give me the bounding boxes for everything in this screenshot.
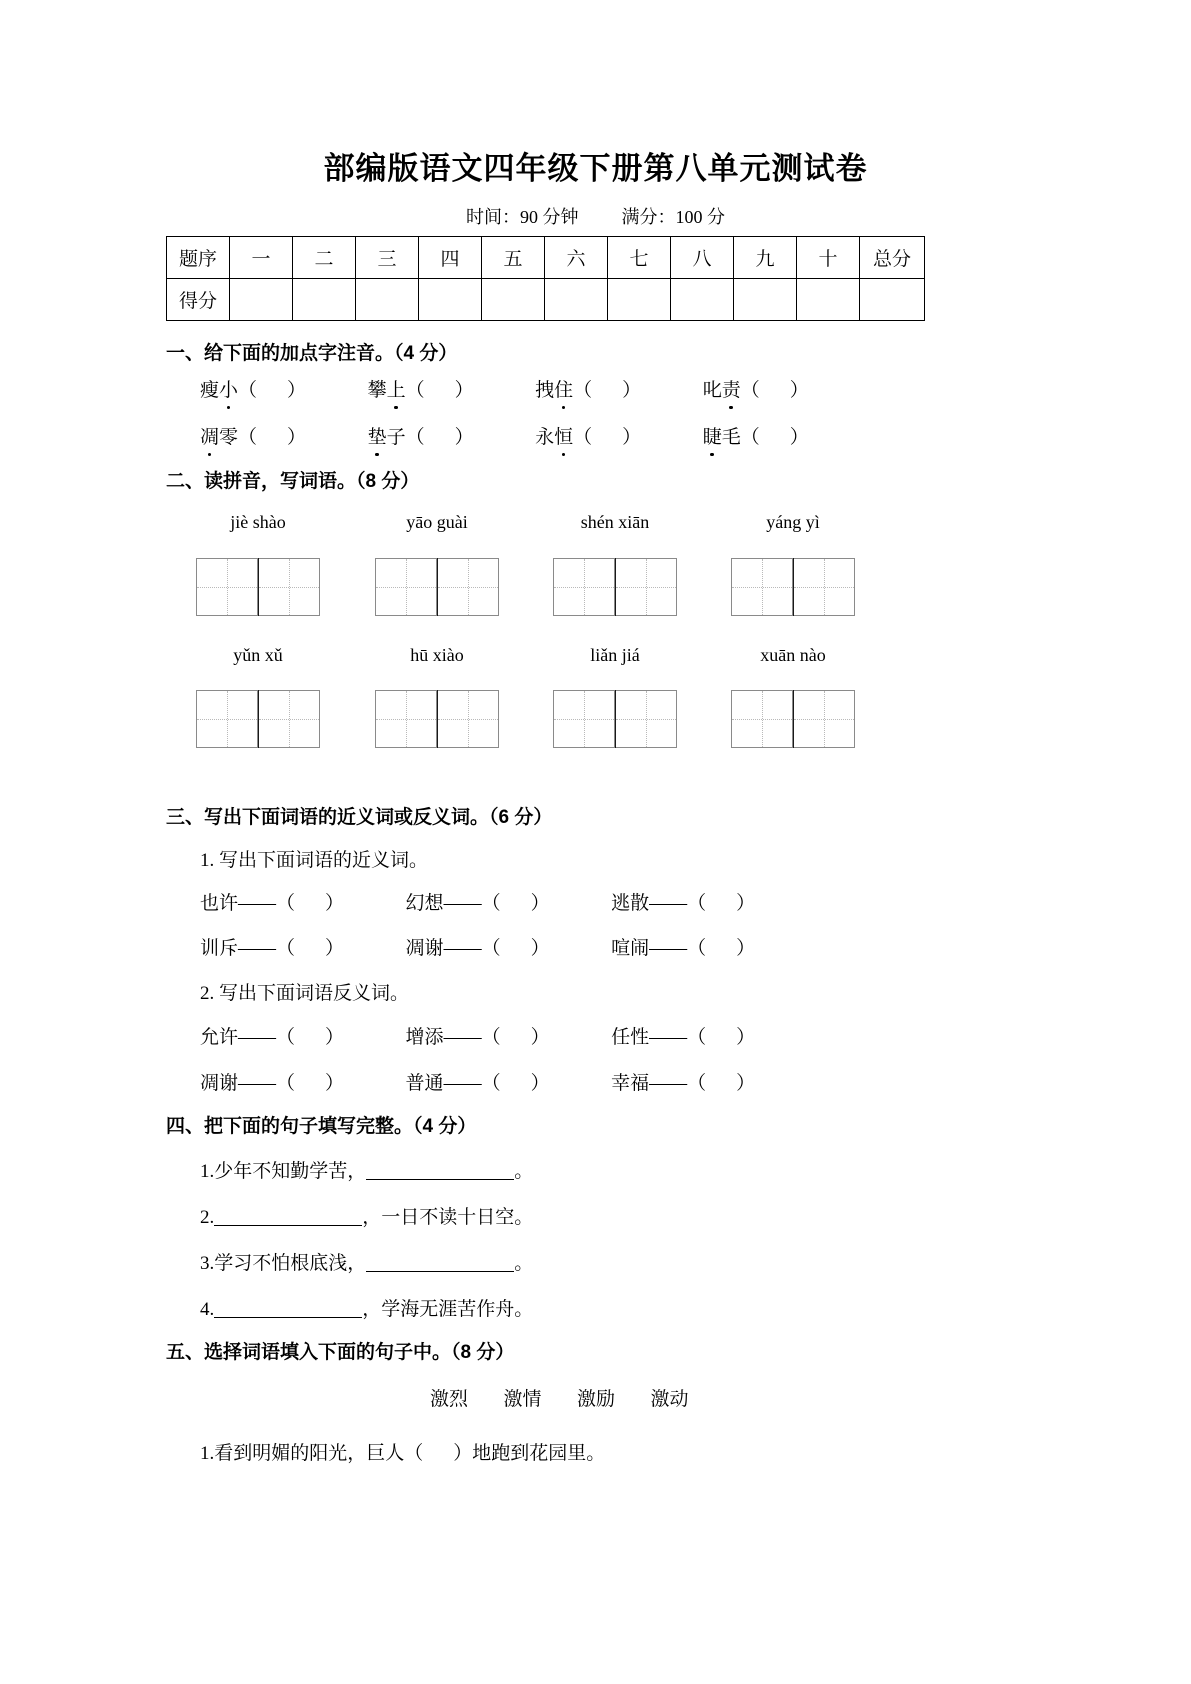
pinyin-label-8: xuān nào (760, 645, 826, 665)
row-label-question-no: 题序 (167, 237, 230, 279)
item-char-dotted: 上 (387, 375, 406, 402)
grid-cell[interactable] (615, 690, 677, 748)
antonym-row-1 (200, 1022, 755, 1049)
section-heading-2: 二、读拼音，写词语。（8 分） (166, 471, 420, 492)
writing-grid-7[interactable] (553, 690, 677, 748)
table-row-score (167, 279, 925, 321)
item-char-dotted: 责 (722, 375, 741, 402)
item-char-dotted: 住 (554, 375, 573, 402)
antonym-item-5[interactable]: 普通——（ ） (405, 1073, 550, 1094)
writing-grid-3[interactable] (553, 558, 677, 616)
item-char-plain: 子 (386, 427, 406, 448)
table-row-header (167, 237, 925, 279)
section1-row-2 (200, 422, 809, 449)
section-heading-5: 五、选择词语填入下面的句子中。（8 分） (166, 1342, 515, 1363)
item-char-plain: 拽 (535, 380, 555, 401)
writing-grid-6[interactable] (375, 690, 499, 748)
grid-cell[interactable] (731, 690, 793, 748)
score-cell-2[interactable] (293, 279, 356, 321)
col-header-2: 二 (293, 237, 356, 279)
col-header-7: 七 (608, 237, 671, 279)
synonym-word: 凋谢 (405, 938, 444, 959)
grid-cell[interactable] (375, 558, 437, 616)
item-char-plain: 瘦 (200, 380, 220, 401)
choice-question-1 (200, 1438, 605, 1465)
grid-cell[interactable] (258, 690, 320, 748)
row-label-score: 得分 (167, 279, 230, 321)
pinyin-item-6[interactable]: 垫子（ ） (368, 422, 474, 449)
item-text-after: ，一日不读十日空。 (362, 1207, 534, 1228)
score-cell-6[interactable] (545, 279, 608, 321)
section3-sub-heading-2: 2. 写出下面词语反义词。 (200, 983, 410, 1004)
antonym-item-4[interactable]: 凋谢——（ ） (200, 1073, 345, 1094)
pinyin-item-5[interactable]: 凋零（ ） (200, 422, 306, 449)
item-char-plain: 毛 (721, 427, 741, 448)
writing-grid-2[interactable] (375, 558, 499, 616)
pinyin-item-2[interactable]: 攀上（ ） (368, 375, 474, 402)
item-text-after: ）地跑到花园里。 (453, 1443, 606, 1464)
synonym-row-1 (200, 888, 755, 915)
col-header-10: 十 (797, 237, 860, 279)
grid-cell[interactable] (731, 558, 793, 616)
sentence-item-1 (200, 1156, 533, 1183)
item-char-dotted: 垫 (368, 422, 387, 449)
antonym-item-2[interactable]: 增添——（ ） (405, 1027, 550, 1048)
synonym-item-4[interactable]: 训斥——（ ） (200, 938, 345, 959)
score-cell-9[interactable] (734, 279, 797, 321)
score-cell-7[interactable] (608, 279, 671, 321)
synonym-word: 幻想 (405, 893, 444, 914)
antonym-item-3[interactable]: 任性——（ ） (611, 1027, 756, 1048)
grid-divider (258, 690, 259, 748)
item-number: 2. (200, 1207, 215, 1228)
score-cell-10[interactable] (797, 279, 860, 321)
grid-cell[interactable] (553, 558, 615, 616)
word-bank-option-3[interactable]: 激励 (577, 1389, 616, 1410)
sentence-item-3 (200, 1248, 533, 1275)
synonym-item-2[interactable]: 幻想——（ ） (405, 893, 550, 914)
grid-divider (258, 558, 259, 616)
antonym-word: 允许 (200, 1027, 239, 1048)
pinyin-label-6: hū xiào (410, 645, 464, 665)
antonym-row-2 (200, 1068, 755, 1095)
item-text-after: 。 (514, 1253, 534, 1274)
antonym-word: 普通 (405, 1073, 444, 1094)
synonym-item-3[interactable]: 逃散——（ ） (611, 893, 756, 914)
answer-blank[interactable] (366, 1160, 514, 1180)
grid-divider (793, 690, 794, 748)
col-header-1: 一 (230, 237, 293, 279)
grid-cell[interactable] (553, 690, 615, 748)
writing-grid-4[interactable] (731, 558, 855, 616)
pinyin-label-3: shén xiān (580, 512, 650, 532)
item-number: 1. (200, 1443, 215, 1464)
item-char-plain: 永 (535, 427, 555, 448)
synonym-word: 训斥 (200, 938, 239, 959)
synonym-item-5[interactable]: 凋谢——（ ） (405, 938, 550, 959)
pinyin-item-3[interactable]: 拽住（ ） (535, 375, 641, 402)
score-cell-total[interactable] (860, 279, 925, 321)
section-heading-4: 四、把下面的句子填写完整。（4 分） (166, 1116, 477, 1137)
word-bank-option-2[interactable]: 激情 (503, 1389, 542, 1410)
grid-cell[interactable] (615, 558, 677, 616)
score-table (166, 236, 925, 321)
item-text-after: ，学海无涯苦作舟。 (362, 1299, 534, 1320)
item-text-before: 少年不知勤学苦， (214, 1161, 367, 1182)
item-char-dotted: 睫 (703, 422, 722, 449)
col-header-total: 总分 (860, 237, 925, 279)
synonym-word: 也许 (200, 893, 239, 914)
grid-divider (615, 558, 616, 616)
item-number: 3. (200, 1253, 215, 1274)
antonym-item-6[interactable]: 幸福——（ ） (611, 1073, 756, 1094)
answer-blank[interactable] (366, 1252, 514, 1272)
score-cell-8[interactable] (671, 279, 734, 321)
antonym-item-1[interactable]: 允许——（ ） (200, 1027, 345, 1048)
section-heading-1: 一、给下面的加点字注音。（4 分） (166, 343, 458, 364)
grid-cell[interactable] (437, 690, 499, 748)
answer-blank[interactable] (214, 1206, 362, 1226)
item-char-dotted: 恒 (554, 422, 573, 449)
antonym-word: 增添 (405, 1027, 444, 1048)
sentence-item-2 (200, 1202, 533, 1229)
synonym-word: 逃散 (611, 893, 650, 914)
grid-divider (437, 558, 438, 616)
section-heading-3: 三、写出下面词语的近义词或反义词。（6 分） (166, 807, 553, 828)
grid-cell[interactable] (793, 558, 855, 616)
pinyin-label-1: jiè shào (230, 512, 286, 532)
section3-sub-heading-1: 1. 写出下面词语的近义词。 (200, 850, 429, 871)
grid-cell[interactable] (793, 690, 855, 748)
item-number: 4. (200, 1299, 215, 1320)
col-header-4: 四 (419, 237, 482, 279)
grid-cell[interactable] (437, 558, 499, 616)
word-bank-option-1[interactable]: 激烈 (430, 1389, 469, 1410)
col-header-6: 六 (545, 237, 608, 279)
grid-cell[interactable] (196, 690, 258, 748)
grid-divider (615, 690, 616, 748)
item-char-dotted: 凋 (200, 422, 219, 449)
item-number: 1. (200, 1161, 215, 1182)
pinyin-item-4[interactable]: 叱责（ ） (703, 375, 809, 402)
item-char-plain: 零 (219, 427, 239, 448)
writing-grid-5[interactable] (196, 690, 320, 748)
grid-divider (437, 690, 438, 748)
score-cell-4[interactable] (419, 279, 482, 321)
pinyin-label-5: yǔn xǔ (233, 645, 283, 665)
pinyin-label-4: yáng yì (766, 512, 820, 532)
col-header-9: 九 (734, 237, 797, 279)
col-header-3: 三 (356, 237, 419, 279)
grid-cell[interactable] (258, 558, 320, 616)
writing-grid-1[interactable] (196, 558, 320, 616)
pinyin-item-8[interactable]: 睫毛（ ） (703, 422, 809, 449)
word-bank (430, 1384, 689, 1411)
sentence-item-4 (200, 1294, 533, 1321)
score-cell-5[interactable] (482, 279, 545, 321)
synonym-item-6[interactable]: 喧闹——（ ） (611, 938, 756, 959)
answer-blank[interactable] (214, 1298, 362, 1318)
pinyin-label-7: liǎn jiá (590, 645, 640, 665)
col-header-8: 八 (671, 237, 734, 279)
item-char-dotted: 小 (219, 375, 238, 402)
page-title: 部编版语文四年级下册第八单元测试卷 (323, 151, 868, 186)
grid-divider (793, 558, 794, 616)
col-header-5: 五 (482, 237, 545, 279)
synonym-item-1[interactable]: 也许——（ ） (200, 893, 345, 914)
pinyin-label-2: yāo guài (406, 512, 468, 532)
word-bank-option-4[interactable]: 激动 (650, 1389, 689, 1410)
time-limit: 时间：90 分钟 (466, 207, 579, 227)
pinyin-item-1[interactable]: 瘦小（ ） (200, 375, 306, 402)
antonym-word: 任性 (611, 1027, 650, 1048)
pinyin-item-7[interactable]: 永恒（ ） (535, 422, 641, 449)
grid-cell[interactable] (375, 690, 437, 748)
writing-grid-8[interactable] (731, 690, 855, 748)
item-text-before: 学习不怕根底浅， (214, 1253, 367, 1274)
item-text-before: 看到明媚的阳光，巨人（ (214, 1443, 424, 1464)
item-text-after: 。 (514, 1161, 534, 1182)
grid-cell[interactable] (196, 558, 258, 616)
antonym-word: 凋谢 (200, 1073, 239, 1094)
score-cell-1[interactable] (230, 279, 293, 321)
total-score: 满分：100 分 (621, 207, 725, 227)
section1-row-1 (200, 375, 809, 402)
antonym-word: 幸福 (611, 1073, 650, 1094)
score-cell-3[interactable] (356, 279, 419, 321)
exam-meta (0, 203, 1191, 229)
synonym-word: 喧闹 (611, 938, 650, 959)
item-char-plain: 叱 (702, 380, 722, 401)
item-char-plain: 攀 (367, 380, 387, 401)
synonym-row-2 (200, 933, 755, 960)
